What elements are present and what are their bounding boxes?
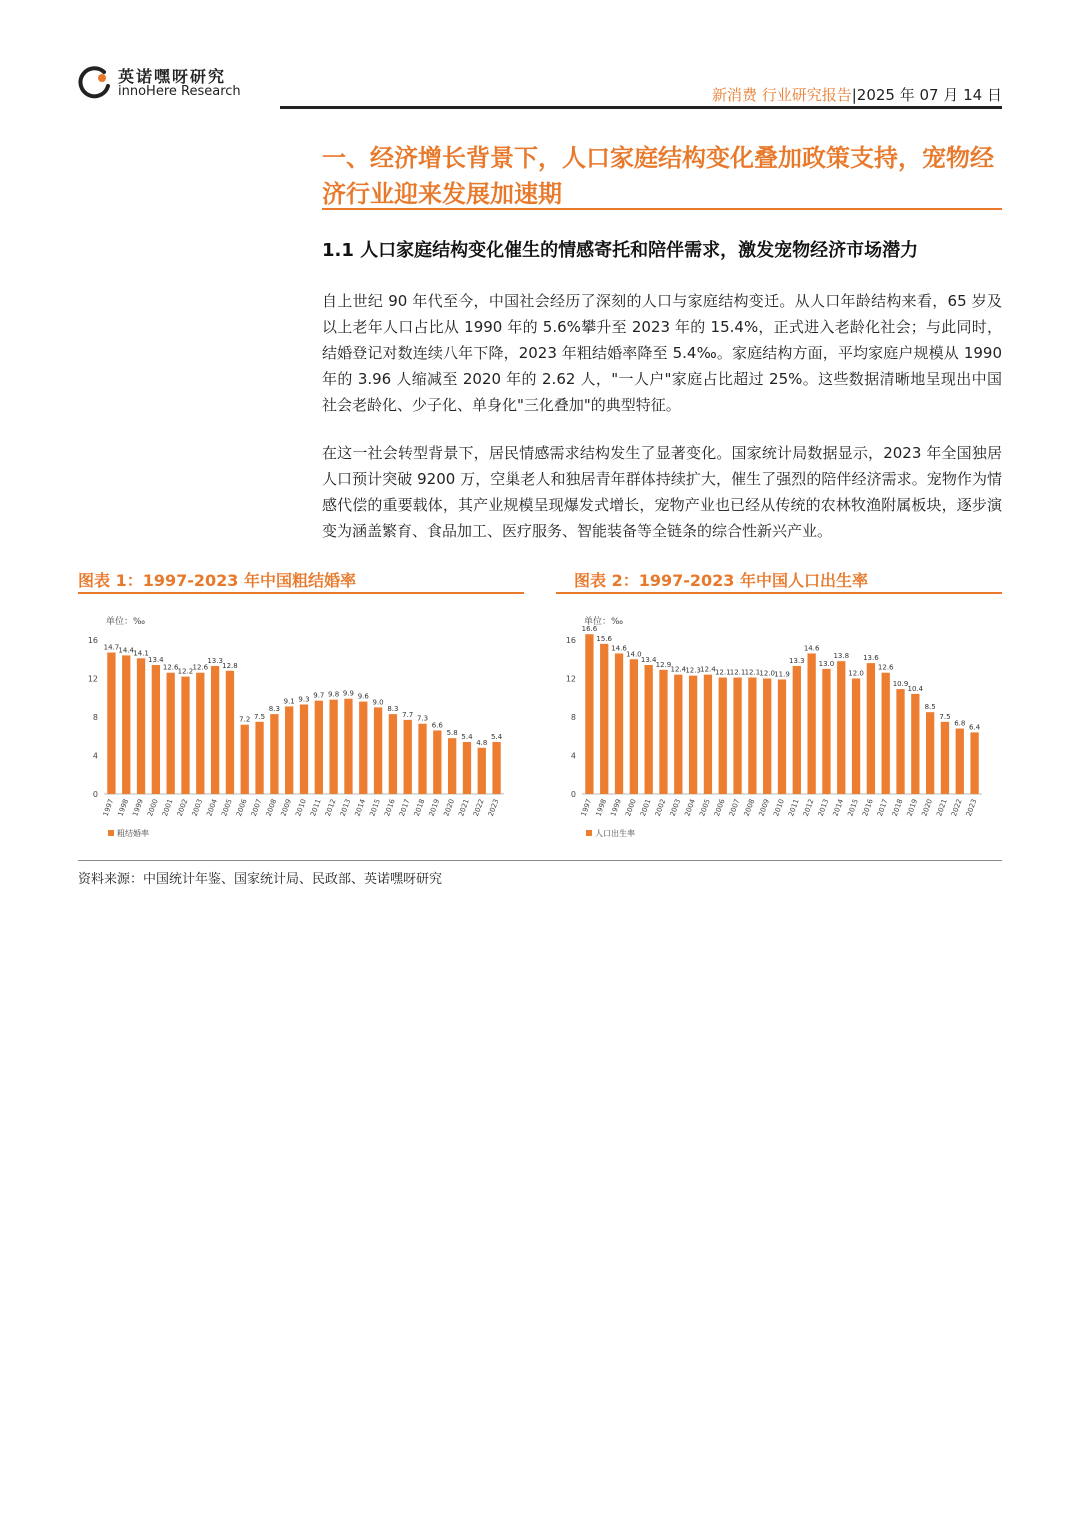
bar (911, 694, 919, 794)
bar (404, 720, 412, 794)
x-tick-label: 2016 (861, 797, 875, 818)
y-tick-label: 12 (565, 674, 576, 684)
logo-en-text: innoHere Research (118, 84, 241, 99)
x-tick-label: 2019 (427, 797, 442, 818)
bar-value-label: 12.1 (729, 668, 746, 677)
report-date: 2025 年 07 月 14 日 (856, 86, 1002, 104)
bar-value-label: 12.6 (192, 663, 209, 672)
header-meta (712, 84, 1002, 105)
figure-2-title: 图表 2：1997-2023 年中国人口出生率 (574, 571, 868, 590)
x-tick-label: 1998 (116, 797, 131, 818)
x-tick-label: 2007 (249, 797, 264, 818)
bar (359, 702, 367, 794)
bar-value-label: 12.6 (162, 663, 179, 672)
bar-value-label: 12.4 (700, 665, 716, 674)
header-rule (280, 106, 1002, 109)
x-tick-label: 2000 (146, 797, 160, 818)
section-title-rule (322, 208, 1002, 210)
bar-value-label: 13.0 (818, 659, 835, 668)
legend-swatch (108, 830, 114, 836)
figure-source: 资料来源：中国统计年鉴、国家统计局、民政部、英诺嘿呀研究 (78, 872, 443, 887)
x-tick-label: 2012 (323, 797, 338, 818)
bar (882, 673, 890, 794)
x-tick-label: 2014 (831, 797, 846, 818)
bar (867, 663, 875, 794)
bar (478, 748, 486, 794)
bar-value-label: 13.3 (207, 656, 223, 665)
y-tick-label: 16 (87, 636, 98, 645)
bar-value-label: 12.9 (655, 660, 672, 669)
legend-swatch (586, 830, 592, 836)
bar (270, 714, 278, 794)
bar (152, 665, 160, 794)
header-divider: | (851, 86, 857, 104)
bar (956, 729, 964, 794)
bar-value-label: 5.8 (446, 729, 458, 738)
bar (196, 673, 204, 794)
bar-value-label: 12.4 (670, 665, 687, 674)
bar (763, 679, 771, 795)
paragraph: 在这一社会转型背景下，居民情感需求结构发生了显著变化。国家统计局数据显示，2023 年全国独居人口预计突破 9200 万，空巢老人和独居青年群体持续扩大，催生了强烈的陪伴经济需求。宠物作为情感代偿的重要载体，其产业规模呈现爆发式增长，宠物产业也已经从传统的农林牧渔附属板块，逐步演变为涵盖繁育、食品加工、医疗服务、智能装备等全链条的综合性新兴产业。 (322, 444, 1002, 540)
bar-value-label: 9.0 (372, 698, 384, 707)
x-tick-label: 2009 (757, 797, 772, 818)
bar-value-label: 12.0 (848, 669, 864, 678)
x-tick-label: 2003 (668, 797, 683, 818)
x-tick-label: 2022 (950, 797, 964, 818)
bar (600, 644, 608, 794)
bar (733, 678, 741, 794)
x-tick-label: 2004 (683, 797, 697, 818)
bar-value-label: 16.6 (581, 625, 598, 634)
x-tick-label: 2006 (235, 797, 249, 818)
bar (926, 712, 934, 794)
bar (315, 701, 323, 794)
x-tick-label: 2009 (279, 797, 294, 818)
bar-value-label: 6.4 (969, 723, 981, 732)
x-tick-label: 2011 (309, 797, 323, 818)
bar (630, 659, 638, 794)
x-tick-label: 2014 (353, 797, 368, 818)
bar-value-label: 14.1 (133, 649, 149, 658)
report-category: 新消费 行业研究报告 (711, 86, 852, 104)
bar (852, 679, 860, 795)
bar-value-label: 14.7 (103, 643, 120, 652)
x-tick-label: 2008 (264, 797, 279, 818)
bar (645, 665, 653, 794)
x-tick-label: 2018 (412, 797, 427, 818)
bar (433, 730, 441, 794)
bar (255, 722, 263, 794)
bar (704, 675, 712, 794)
bar-value-label: 12.0 (759, 669, 775, 678)
bar-value-label: 9.7 (313, 691, 325, 700)
bar-value-label: 14.6 (803, 644, 820, 653)
bar (389, 714, 397, 794)
x-tick-label: 2013 (338, 797, 353, 818)
bar (285, 706, 293, 794)
x-tick-label: 2015 (846, 797, 860, 818)
x-tick-label: 1999 (131, 797, 145, 818)
bar-value-label: 4.8 (476, 738, 488, 747)
bar-value-label: 12.6 (877, 663, 894, 672)
x-tick-label: 2003 (190, 797, 205, 818)
x-tick-label: 2021 (935, 797, 949, 818)
bar-value-label: 14.6 (611, 644, 627, 653)
bar (719, 678, 727, 794)
x-tick-label: 2020 (920, 797, 935, 818)
x-tick-label: 2020 (442, 797, 457, 818)
x-tick-label: 2017 (397, 797, 412, 818)
x-tick-label: 2000 (624, 797, 638, 818)
bar (793, 666, 801, 794)
bar-value-label: 10.9 (892, 680, 909, 689)
x-tick-label: 2016 (383, 797, 397, 818)
y-tick-label: 8 (92, 713, 98, 722)
legend-label: 粗结婚率 (117, 829, 149, 838)
x-tick-label: 2017 (875, 797, 890, 818)
bar-value-label: 12.1 (714, 668, 731, 677)
bar (181, 677, 189, 794)
bar-value-label: 6.6 (431, 721, 443, 730)
x-tick-label: 2023 (486, 797, 501, 818)
legend-label: 人口出生率 (595, 829, 635, 838)
bar (748, 678, 756, 794)
y-tick-label: 12 (87, 674, 98, 684)
y-tick-label: 4 (570, 751, 576, 761)
bar-value-label: 12.3 (685, 666, 701, 675)
bar (941, 722, 949, 794)
bar-value-label: 5.4 (491, 733, 503, 742)
bar (896, 689, 904, 794)
figure-1-rule (78, 592, 524, 594)
bar (167, 673, 175, 794)
bar-value-label: 12.8 (222, 661, 238, 670)
x-tick-label: 2021 (457, 797, 471, 818)
bar (137, 658, 145, 794)
bar-value-label: 15.6 (596, 634, 613, 643)
bar (807, 653, 815, 794)
bar (674, 675, 682, 794)
x-tick-label: 2006 (713, 797, 727, 818)
bar-value-label: 8.3 (268, 705, 280, 714)
x-tick-label: 2023 (964, 797, 979, 818)
x-tick-label: 2018 (890, 797, 905, 818)
bar (837, 661, 845, 794)
bar (492, 742, 500, 794)
bar (329, 700, 337, 794)
bar-value-label: 9.6 (357, 692, 369, 701)
x-tick-label: 2022 (472, 797, 486, 818)
bar-value-label: 9.3 (298, 695, 310, 704)
bar (226, 671, 234, 794)
source-rule (78, 860, 1002, 861)
bar (374, 707, 382, 794)
x-tick-label: 2001 (638, 797, 653, 818)
bar (344, 699, 352, 794)
bar (107, 653, 115, 794)
x-tick-label: 1997 (101, 797, 116, 818)
x-tick-label: 2010 (294, 797, 308, 818)
bar-value-label: 8.5 (924, 703, 936, 712)
bar-value-label: 7.3 (416, 714, 429, 723)
bar-value-label: 7.5 (939, 712, 951, 721)
bar (970, 732, 978, 794)
x-tick-label: 1999 (609, 797, 623, 818)
bar-value-label: 13.4 (640, 656, 657, 665)
brand-logo (78, 64, 278, 102)
figure-2-rule (556, 592, 1002, 594)
x-tick-label: 2002 (653, 797, 668, 818)
bar-value-label: 10.4 (907, 684, 924, 693)
bar-value-label: 8.3 (387, 705, 399, 714)
x-tick-label: 2005 (698, 797, 712, 818)
bar (241, 725, 249, 794)
bar-value-label: 7.5 (253, 712, 266, 721)
bar (463, 742, 471, 794)
bar-value-label: 9.1 (283, 697, 295, 706)
bar (418, 724, 426, 794)
x-tick-label: 2013 (816, 797, 831, 818)
bar-value-label: 14.4 (118, 646, 135, 655)
bar (778, 679, 786, 794)
y-tick-label: 0 (570, 790, 576, 799)
chart-unit-label: 单位：‰ (106, 617, 146, 627)
y-tick-label: 8 (570, 713, 576, 722)
bar-value-label: 13.4 (148, 656, 164, 665)
bar (448, 738, 456, 794)
section-title: 一、经济增长背景下，人口家庭结构变化叠加政策支持，宠物经济行业迎来发展加速期 (322, 144, 994, 208)
chart-unit-label: 单位：‰ (584, 617, 624, 627)
figure-1-title: 图表 1：1997-2023 年中国粗结婚率 (78, 571, 356, 590)
y-tick-label: 0 (92, 790, 98, 799)
x-tick-label: 1997 (579, 797, 594, 818)
x-tick-label: 2002 (175, 797, 190, 818)
bar-value-label: 6.8 (954, 719, 966, 728)
x-tick-label: 2008 (742, 797, 757, 818)
bar (615, 653, 623, 794)
x-tick-label: 2012 (801, 797, 816, 818)
paragraph: 自上世纪 90 年代至今，中国社会经历了深刻的人口与家庭结构变迁。从人口年龄结构来看，65 岁及以上老年人口占比从 1990 年的 5.6%攀升至 2023 年的 15.4%，正式进入老龄化社会；与此同时，结婚登记对数连续八年下降，2023 年粗结婚率降至 5.4‰。家庭结构方面，平均家庭户规模从 1990 年的 3.96 人缩减至 2020 年的 2.62 人，"一人户"家庭占比超过 25%。这些数据清晰地呈现出中国社会老龄化、少子化、单身化"三化叠加"的典型特征。 (322, 292, 1002, 414)
bar-value-label: 9.9 (342, 689, 355, 698)
y-tick-label: 4 (92, 751, 98, 761)
bar (689, 676, 697, 794)
x-tick-label: 2011 (787, 797, 801, 818)
x-tick-label: 2019 (905, 797, 920, 818)
x-tick-label: 2015 (368, 797, 382, 818)
birth-rate-chart (556, 600, 1002, 850)
bar-value-label: 14.0 (626, 650, 642, 659)
bar-value-label: 13.6 (863, 654, 879, 663)
bar-value-label: 11.9 (774, 670, 790, 679)
subsection-title-1-1: 1.1 人口家庭结构变化催生的情感寄托和陪伴需求，激发宠物经济市场潜力 (322, 240, 919, 261)
x-tick-label: 2010 (772, 797, 786, 818)
x-tick-label: 2005 (220, 797, 234, 818)
bar-value-label: 13.3 (789, 656, 805, 665)
bar (585, 634, 593, 794)
bar-value-label: 13.8 (833, 652, 850, 661)
x-tick-label: 2007 (727, 797, 742, 818)
y-tick-label: 16 (565, 636, 576, 645)
logo-cn-text: 英诺嘿呀研究 (118, 67, 227, 86)
bar-value-label: 7.7 (402, 710, 414, 719)
x-tick-label: 2004 (205, 797, 219, 818)
x-tick-label: 1998 (594, 797, 609, 818)
bar (211, 666, 219, 794)
brand-logo-icon (78, 64, 114, 100)
bar (659, 670, 667, 794)
bar (300, 704, 308, 794)
bar (822, 669, 830, 794)
bar-value-label: 12.1 (744, 668, 761, 677)
bar (122, 655, 130, 794)
marriage-rate-chart (78, 600, 524, 850)
bar-value-label: 9.8 (328, 690, 340, 699)
x-tick-label: 2001 (160, 797, 175, 818)
bar-value-label: 7.2 (239, 715, 251, 724)
bar-value-label: 12.2 (177, 667, 194, 676)
bar-value-label: 5.4 (461, 733, 473, 742)
